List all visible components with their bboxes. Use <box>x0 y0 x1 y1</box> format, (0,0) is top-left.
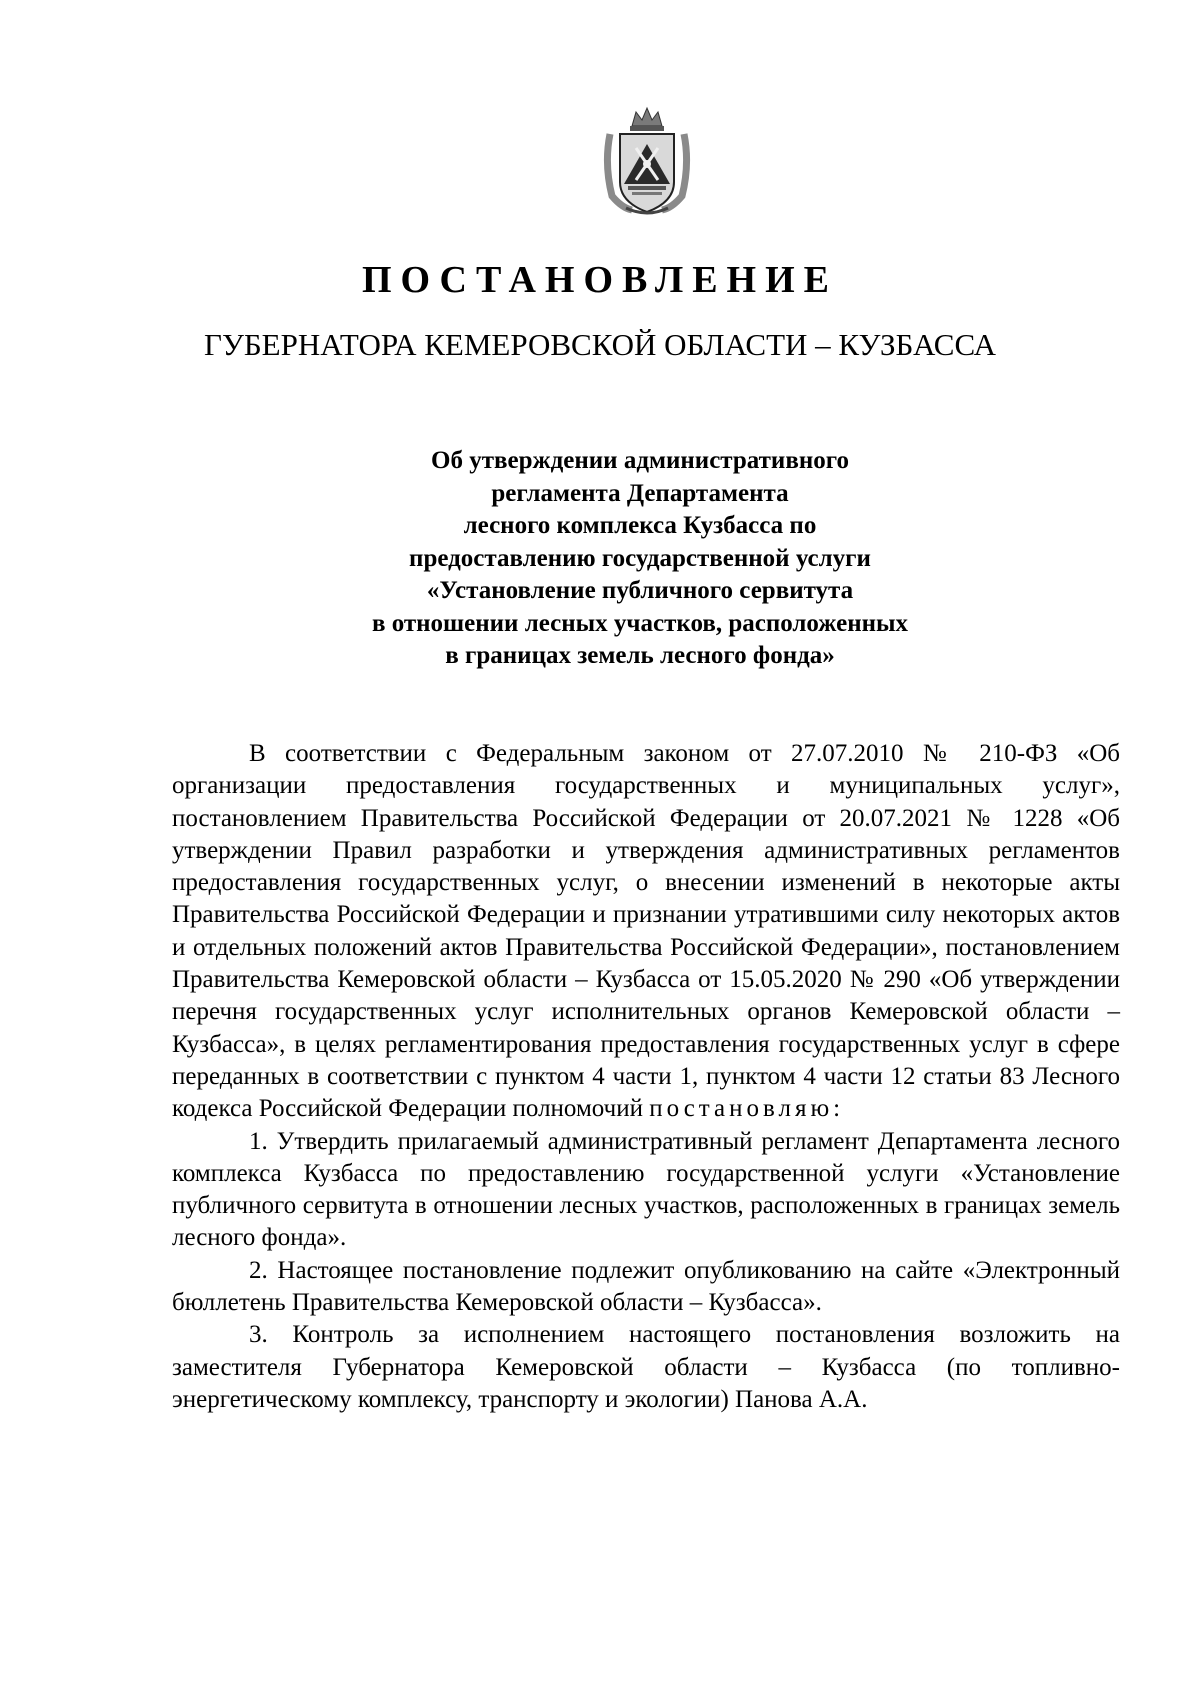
decree-item-1: 1. Утвердить прилагаемый административный регламент Департамента лесного комплекса Кузбасса по предоставлению государственной услуги «Установление публичного сервитута в отношении лесных участков, расположенных в границах земель лесного фонда». <box>172 1127 1120 1252</box>
subject-line: Об утверждении административного <box>431 447 849 474</box>
kemerovo-region-coat-of-arms-icon <box>602 104 692 218</box>
document-type-title: ПОСТАНОВЛЕНИЕ <box>361 259 839 301</box>
decree-item-3: 3. Контроль за исполнением настоящего постановления возложить на заместителя Губернатора Кемеровской области – Кузбасса (по топливно-энергетическому комплексу, транспорту и экологии) Панова А.А. <box>172 1321 1120 1413</box>
decree-word: постановляю: <box>649 1095 845 1123</box>
preamble-paragraph <box>172 738 1120 1126</box>
subject-line: «Установление публичного сервитута <box>426 577 854 604</box>
issuing-authority: ГУБЕРНАТОРА КЕМЕРОВСКОЙ ОБЛАСТИ – КУЗБАССА <box>204 327 996 362</box>
subject-line: регламента Департамента <box>491 479 789 507</box>
document-subject <box>270 445 1010 673</box>
subject-line: в отношении лесных участков, расположенных <box>371 609 909 637</box>
subject-line: в границах земель лесного фонда» <box>445 642 835 669</box>
document-body <box>172 738 1120 1416</box>
subject-line: предоставлению государственной услуги <box>409 544 871 572</box>
preamble-text: В соответствии с Федеральным законом от 27.07.2010 № 210-ФЗ «Об организации предоставления государственных и муниципальных услуг», постановлением Правительства Российской Федерации от 20.07.2021 № 1228 «Об утверждении Правил разработки и утверждения административных регламентов предоставления государственных услуг, о внесении изменений в некоторые акты Правительства Российской Федерации и признании утратившими силу некоторых актов и отдельных положений актов Правительства Российской Федерации», постановлением Правительства Кемеровской области – Кузбасса от 15.05.2020 № 290 «Об утверждении перечня государственных услуг исполнительных органов Кемеровской области – Кузбасса», в целях регламентирования предоставления государственных услуг в сфере переданных в соответствии с пунктом 4 части 1, пунктом 4 части 12 статьи 83 Лесного кодекса Российской Федерации полномочий <box>172 740 1120 1123</box>
subject-line: лесного комплекса Кузбасса по <box>463 512 817 539</box>
decree-item-2: 2. Настоящее постановление подлежит опубликованию на сайте «Электронный бюллетень Правительства Кемеровской области – Кузбасса». <box>172 1256 1120 1317</box>
